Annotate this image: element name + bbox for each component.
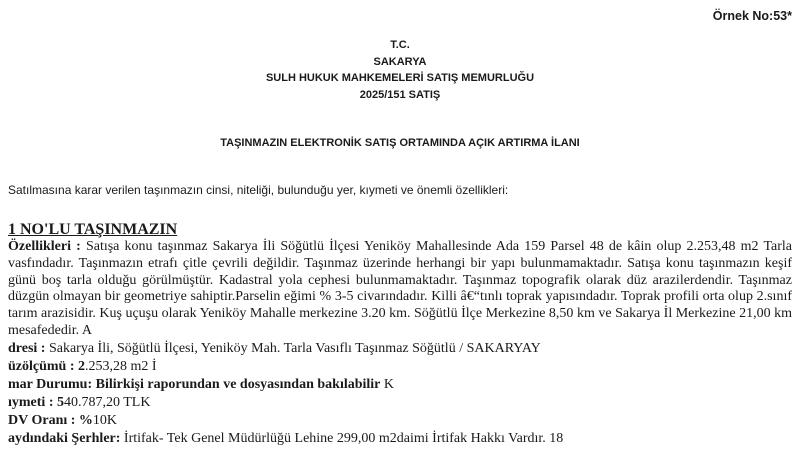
header-line-tc: T.C. — [390, 39, 410, 51]
features-label: Özellikleri : — [8, 239, 81, 254]
property-features — [8, 239, 792, 340]
value-label: ıymeti : — [8, 394, 54, 410]
document-header — [0, 37, 800, 103]
form-number: Örnek No:53* — [712, 9, 792, 23]
zoning-label: mar Durumu: Bilirkişi raporundan ve dosyasından bakılabilir — [8, 376, 381, 392]
features-text: Satışa konu taşınmaz Sakarya İli Söğütlü İlçesi Yeniköy Mahallesinde Ada 159 Parsel 48 de kâin olup 2.253,48 m2 Tarla vasfındadır. Taşınmazın etrafı çitle çevrili değildir. Taşınmaz üzerinde herhangi bir yapı bulunmamaktadır. Satışa konu taşınmazın keşif günü boş tarla olduğu görülmüştür. Kadastral yola cephesi bulunmamaktadır. Taşınmaz topografik olarak düz arazilerdendir. Taşınmaz düzgün olmayan bir geometriye sahiptir.Parselin eğimi % 3-5 civarındadır. Killi â€“tınlı toprak yapısındadır. Toprak profili orta olup 2.sınıf tarım arazisidir. Kuş uçuşu olarak Yeniköy Mahalle merkezine 3.20 km. Söğütlü İlçe Merkezine 8,50 km ve Sakarya İl Merkezine 21,00 km mesafededir. A — [8, 239, 793, 338]
intro-text: Satılmasına karar verilen taşınmazın cinsi, niteliği, bulunduğu yer, kıymeti ve önemli özellikleri: — [8, 183, 509, 197]
vat-value-lead: % — [78, 412, 93, 428]
header-line-case-number: 2025/151 SATIŞ — [359, 88, 441, 101]
announcement-title: TAŞINMAZIN ELEKTRONİK SATIŞ ORTAMINDA AÇIK ARTIRMA İLANI — [220, 137, 580, 149]
header-line-office: SULH HUKUK MAHKEMELERİ SATIŞ MEMURLUĞU — [265, 72, 535, 84]
rights-label: aydındaki Şerhler: — [8, 430, 121, 446]
value-value: 40.787,20 TLK — [63, 394, 151, 410]
property-vat-row — [8, 412, 792, 430]
property-value-row — [8, 394, 792, 412]
header-line-province: SAKARYA — [373, 55, 427, 68]
property-section — [8, 220, 792, 448]
area-value: .253,28 m2 İ — [85, 358, 157, 374]
property-address-row — [8, 340, 792, 358]
area-value-lead: 2 — [78, 358, 85, 374]
rights-value: İrtifak- Tek Genel Müdürlüğü Lehine 299,00 m2daimi İrtifak Hakkı Vardır. 18 — [123, 430, 564, 446]
zoning-value: K — [383, 376, 395, 392]
address-value: Sakarya İli, Söğütlü İlçesi, Yeniköy Mah. Tarla Vasıflı Taşınmaz Söğütlü / SAKARYAY — [48, 340, 541, 356]
property-zoning-row — [8, 376, 792, 394]
property-heading: 1 NO'LU TAŞINMAZIN — [8, 221, 178, 238]
property-area-row — [8, 358, 792, 376]
vat-value: 10K — [92, 412, 118, 428]
address-label: dresi : — [8, 340, 46, 356]
value-value-lead: 5 — [56, 394, 64, 410]
vat-label: DV Oranı : — [8, 412, 76, 428]
area-label: üzölçümü : — [8, 358, 75, 374]
property-rights-row — [8, 430, 792, 448]
